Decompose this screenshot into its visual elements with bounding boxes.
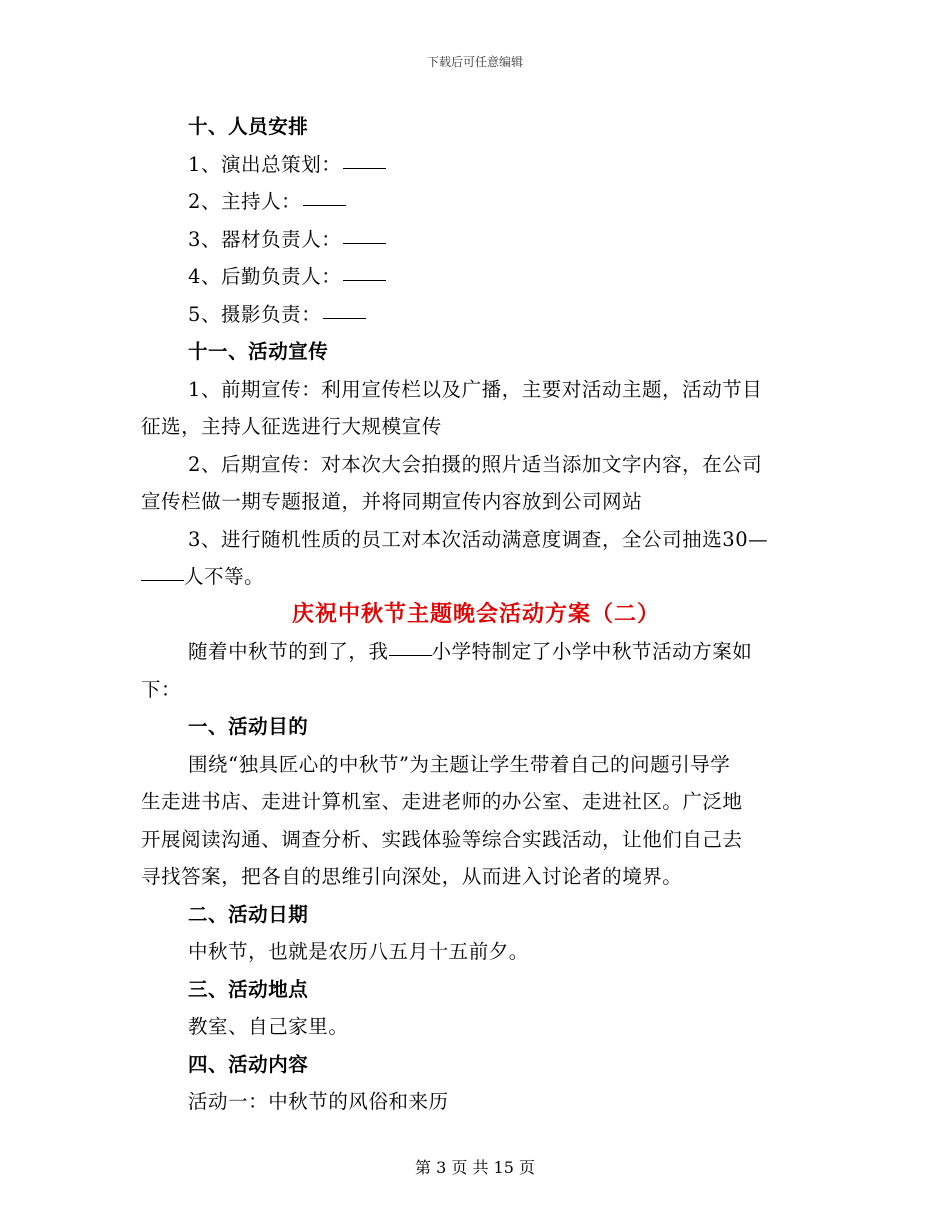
header-note: 下载后可任意编辑 (426, 55, 523, 69)
promo-heading: 十一、活动宣传 (188, 340, 329, 363)
blank-line (303, 183, 346, 206)
blank-line (343, 221, 386, 244)
place-heading: 三、活动地点 (188, 977, 309, 1001)
purpose-line-3: 开展阅读沟通、调查分析、实践体验等综合实践活动，让他们自己去 (141, 827, 743, 851)
date-heading: 二、活动日期 (188, 902, 309, 926)
promo-3-line2: 人不等。 (141, 558, 811, 596)
content-heading: 四、活动内容 (188, 1052, 309, 1076)
staff-item-5: 5、摄影负责： (141, 296, 811, 334)
intro-line1: 随着中秋节的到了，我 小学特制定了小学中秋节活动方案如 (141, 633, 811, 671)
promo-2-line1: 2、后期宣传：对本次大会拍摄的照片适当添加文字内容，在公司 (188, 452, 763, 476)
place-text: 教室、自己家里。 (188, 1015, 349, 1038)
blank-line (389, 633, 432, 656)
promo-1-line1: 1、前期宣传：利用宣传栏以及广播，主要对活动主题，活动节目 (188, 377, 763, 401)
document-body (141, 108, 811, 1121)
staff-item-2: 2、主持人： (141, 183, 811, 221)
activity-1: 活动一：中秋节的风俗和来历 (188, 1090, 449, 1113)
purpose-line-1: 围绕“独具匠心的中秋节”为主题让学生带着自己的问题引导学 (188, 752, 731, 776)
staff-item-1: 1、演出总策划： (141, 146, 811, 184)
blank-line (323, 296, 366, 319)
purpose-line-4: 寻找答案，把各自的思维引向深处，从而进入讨论者的境界。 (141, 865, 683, 888)
purpose-line-2: 生走进书店、走进计算机室、走进老师的办公室、走进社区。广泛地 (141, 790, 743, 813)
staff-item-3: 3、器材负责人： (141, 221, 811, 259)
page-number: 第 3 页 共 15 页 (415, 1158, 535, 1177)
promo-2-line2: 宣传栏做一期专题报道，并将同期宣传内容放到公司网站 (141, 490, 643, 513)
intro-line2: 下： (141, 677, 182, 701)
blank-line (343, 146, 386, 169)
staff-heading: 十、人员安排 (188, 115, 309, 138)
purpose-heading: 一、活动目的 (188, 715, 309, 738)
date-text: 中秋节，也就是农历八五月十五前夕。 (188, 940, 529, 963)
promo-3-line1: 3、进行随机性质的员工对本次活动满意度调查，全公司抽选30— (188, 527, 769, 551)
section-title: 庆祝中秋节主题晚会活动方案（二） (291, 600, 660, 627)
promo-1-line2: 征选，主持人征选进行大规模宣传 (141, 415, 442, 438)
blank-line (343, 258, 386, 281)
staff-item-4: 4、后勤负责人： (141, 258, 811, 296)
blank-line (141, 558, 184, 581)
